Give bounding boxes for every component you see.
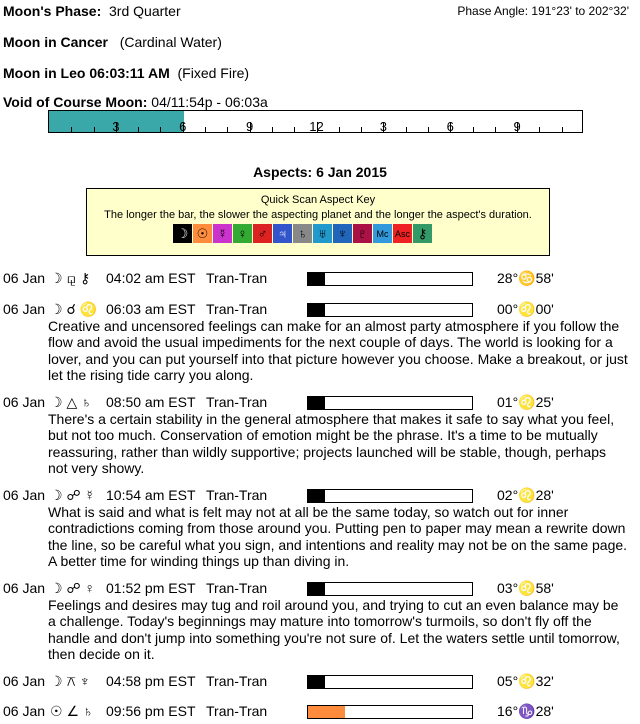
aspect-duration-bar (307, 272, 473, 286)
aspect-date: 06 Jan (3, 394, 46, 410)
moon-in-cancer-label: Moon in Cancer (3, 34, 109, 50)
aspect-row (3, 270, 633, 288)
aspect-position: 02°♌28' (497, 487, 554, 503)
void-of-course-timeline (48, 110, 583, 133)
aspect-duration-bar (307, 705, 473, 719)
aspect-time: 04:02 am EST (106, 270, 196, 286)
aspect-key-title: Quick Scan Aspect Key (260, 194, 376, 206)
planet-key-icon: Mc (373, 224, 392, 243)
aspect-description: There's a certain stability in the general atmosphere that makes it safe to say what you feel, but not too much. Conservation of emotion might be the phrase. It's a time to be mutually reassuring, rather than wildly supportive; projects launched will be stable, though, perhaps not very showy. (48, 411, 615, 476)
aspect-kind: Tran-Tran (206, 673, 268, 689)
aspect-symbols: ☽ ☍ ♀ (50, 580, 96, 596)
timeline-tick (539, 127, 540, 132)
timeline-tick (473, 127, 474, 132)
aspect-kind: Tran-Tran (206, 270, 268, 286)
aspect-description: Feelings and desires may tug and roil around you, and trying to cut an even balance may be a challenge. Today's beginnings may mature into tomorrow's turmoils, so don't fly off the handle and don't jump into something you're not sure of. Let the waters settle until tomorrow, then decide on it. (48, 597, 620, 662)
planet-key-icon: ♅ (313, 224, 332, 243)
planet-key-icon: ☉ (193, 224, 212, 243)
aspect-kind: Tran-Tran (206, 301, 268, 317)
aspect-date: 06 Jan (3, 270, 46, 286)
aspect-duration-fill (308, 304, 325, 316)
timeline-tick (406, 127, 407, 132)
moon-phase (3, 3, 181, 19)
moon-in-cancer-value: (Cardinal Water) (119, 34, 222, 50)
aspect-duration-bar (307, 303, 473, 317)
aspect-duration-bar (307, 675, 473, 689)
void-of-course-label: Void of Course Moon: (3, 94, 148, 110)
aspect-time: 09:56 pm EST (106, 703, 196, 719)
aspect-key-icons (173, 224, 433, 244)
timeline-label: 12 (309, 119, 324, 134)
timeline-tick (562, 127, 563, 132)
aspect-position: 28°♋58' (497, 270, 554, 286)
aspect-position: 01°♌25' (497, 394, 554, 410)
planet-key-icon: ♇ (353, 224, 372, 243)
moon-in-leo-value: (Fixed Fire) (177, 65, 250, 81)
planet-key-icon: ⚷ (413, 224, 432, 243)
aspect-row (3, 673, 633, 691)
planet-key-icon: Asc (393, 224, 412, 243)
planet-key-icon: ♃ (273, 224, 292, 243)
planet-key-icon: ☽ (173, 224, 192, 243)
aspect-kind: Tran-Tran (206, 703, 268, 719)
aspect-description: What is said and what is felt may not at all be the same today, so watch out for inner contradictions coming from those around you. Putting pen to paper may mean a rewrite down the line, so be careful what you sign, and intentions and reality may not be on the same page. A better time for winding things up than diving in. (48, 504, 628, 569)
timeline-tick (94, 127, 95, 132)
moon-phase-value: 3rd Quarter (109, 3, 181, 19)
planet-key-icon: ♆ (333, 224, 352, 243)
timeline-tick (160, 127, 161, 132)
aspect-symbols: ☽ ⚻ ♆ (50, 673, 91, 689)
aspect-duration-fill (308, 583, 325, 595)
aspect-row (3, 301, 633, 319)
aspect-time: 08:50 am EST (106, 394, 196, 410)
aspect-time: 01:52 pm EST (106, 580, 196, 596)
aspect-duration-fill (308, 490, 325, 502)
timeline-tick (71, 127, 72, 132)
aspect-time: 04:58 pm EST (106, 673, 196, 689)
planet-key-icon: ♀ (233, 224, 252, 243)
moon-in-leo (3, 65, 249, 81)
aspect-row (3, 394, 633, 412)
timeline-tick (294, 127, 295, 132)
aspect-duration-fill (308, 676, 325, 688)
aspect-description: Creative and uncensored feelings can make for an almost party atmosphere if you follow the flow and avoid the usual impediments for the next couple of days. The world is looking for a lover, and you can put yourself into that picture however you choose. Make a breakout, or just let the rising tide carry you along. (48, 318, 628, 383)
timeline-tick (428, 127, 429, 132)
aspect-duration-bar (307, 396, 473, 410)
aspect-symbols: ☽ ⚼ ⚷ (50, 270, 91, 286)
aspect-time: 06:03 am EST (106, 301, 196, 317)
aspect-row (3, 580, 633, 598)
aspect-kind: Tran-Tran (206, 487, 268, 503)
moon-phase-label: Moon's Phase: (3, 3, 102, 19)
aspect-symbols: ☉ ∠ ♄ (50, 703, 94, 719)
aspect-date: 06 Jan (3, 673, 46, 689)
aspect-date: 06 Jan (3, 703, 46, 719)
timeline-label: 9 (513, 119, 521, 134)
timeline-tick (339, 127, 340, 132)
timeline-label: 9 (246, 119, 254, 134)
aspect-date: 06 Jan (3, 580, 46, 596)
aspect-duration-bar (307, 582, 473, 596)
aspect-duration-bar (307, 489, 473, 503)
timeline-label: 6 (446, 119, 454, 134)
aspect-duration-fill (308, 273, 325, 285)
aspect-kind: Tran-Tran (206, 394, 268, 410)
timeline-label: 3 (379, 119, 387, 134)
planet-key-icon: ☿ (213, 224, 232, 243)
aspect-kind: Tran-Tran (206, 580, 268, 596)
timeline-tick (495, 127, 496, 132)
planet-key-icon: ♂ (253, 224, 272, 243)
timeline-tick (205, 127, 206, 132)
aspect-duration-fill (308, 397, 325, 409)
aspect-date: 06 Jan (3, 301, 46, 317)
aspect-row (3, 703, 633, 721)
aspect-key (86, 188, 550, 256)
aspect-date: 06 Jan (3, 487, 46, 503)
moon-in-cancer (3, 34, 222, 50)
timeline-tick (361, 127, 362, 132)
aspects-title: Aspects: 6 Jan 2015 (253, 164, 387, 180)
aspect-position: 00°♌00' (497, 301, 554, 317)
aspect-row (3, 487, 633, 505)
moon-in-leo-label: Moon in Leo 06:03:11 AM (3, 65, 170, 81)
aspect-position: 03°♌58' (497, 580, 554, 596)
aspect-position: 05°♌32' (497, 673, 554, 689)
aspect-symbols: ☽ ☍ ☿ (50, 487, 96, 503)
void-of-course (3, 94, 268, 110)
aspect-duration-fill (308, 706, 345, 718)
phase-angle: Phase Angle: 191°23' to 202°32' (457, 4, 629, 18)
aspect-symbols: ☽ ☌ ♌ (50, 301, 98, 317)
timeline-label: 6 (179, 119, 187, 134)
timeline-tick (272, 127, 273, 132)
aspect-time: 10:54 am EST (106, 487, 196, 503)
timeline-tick (227, 127, 228, 132)
timeline-tick (138, 127, 139, 132)
void-of-course-value: 04/11:54p - 06:03a (151, 94, 268, 110)
timeline-label: 3 (112, 119, 120, 134)
planet-key-icon: ♄ (293, 224, 312, 243)
aspect-position: 16°♑28' (497, 703, 554, 719)
aspect-key-description: The longer the bar, the slower the aspecting planet and the longer the aspect's duration. (104, 209, 532, 221)
aspect-symbols: ☽ △ ♄ (50, 394, 92, 410)
